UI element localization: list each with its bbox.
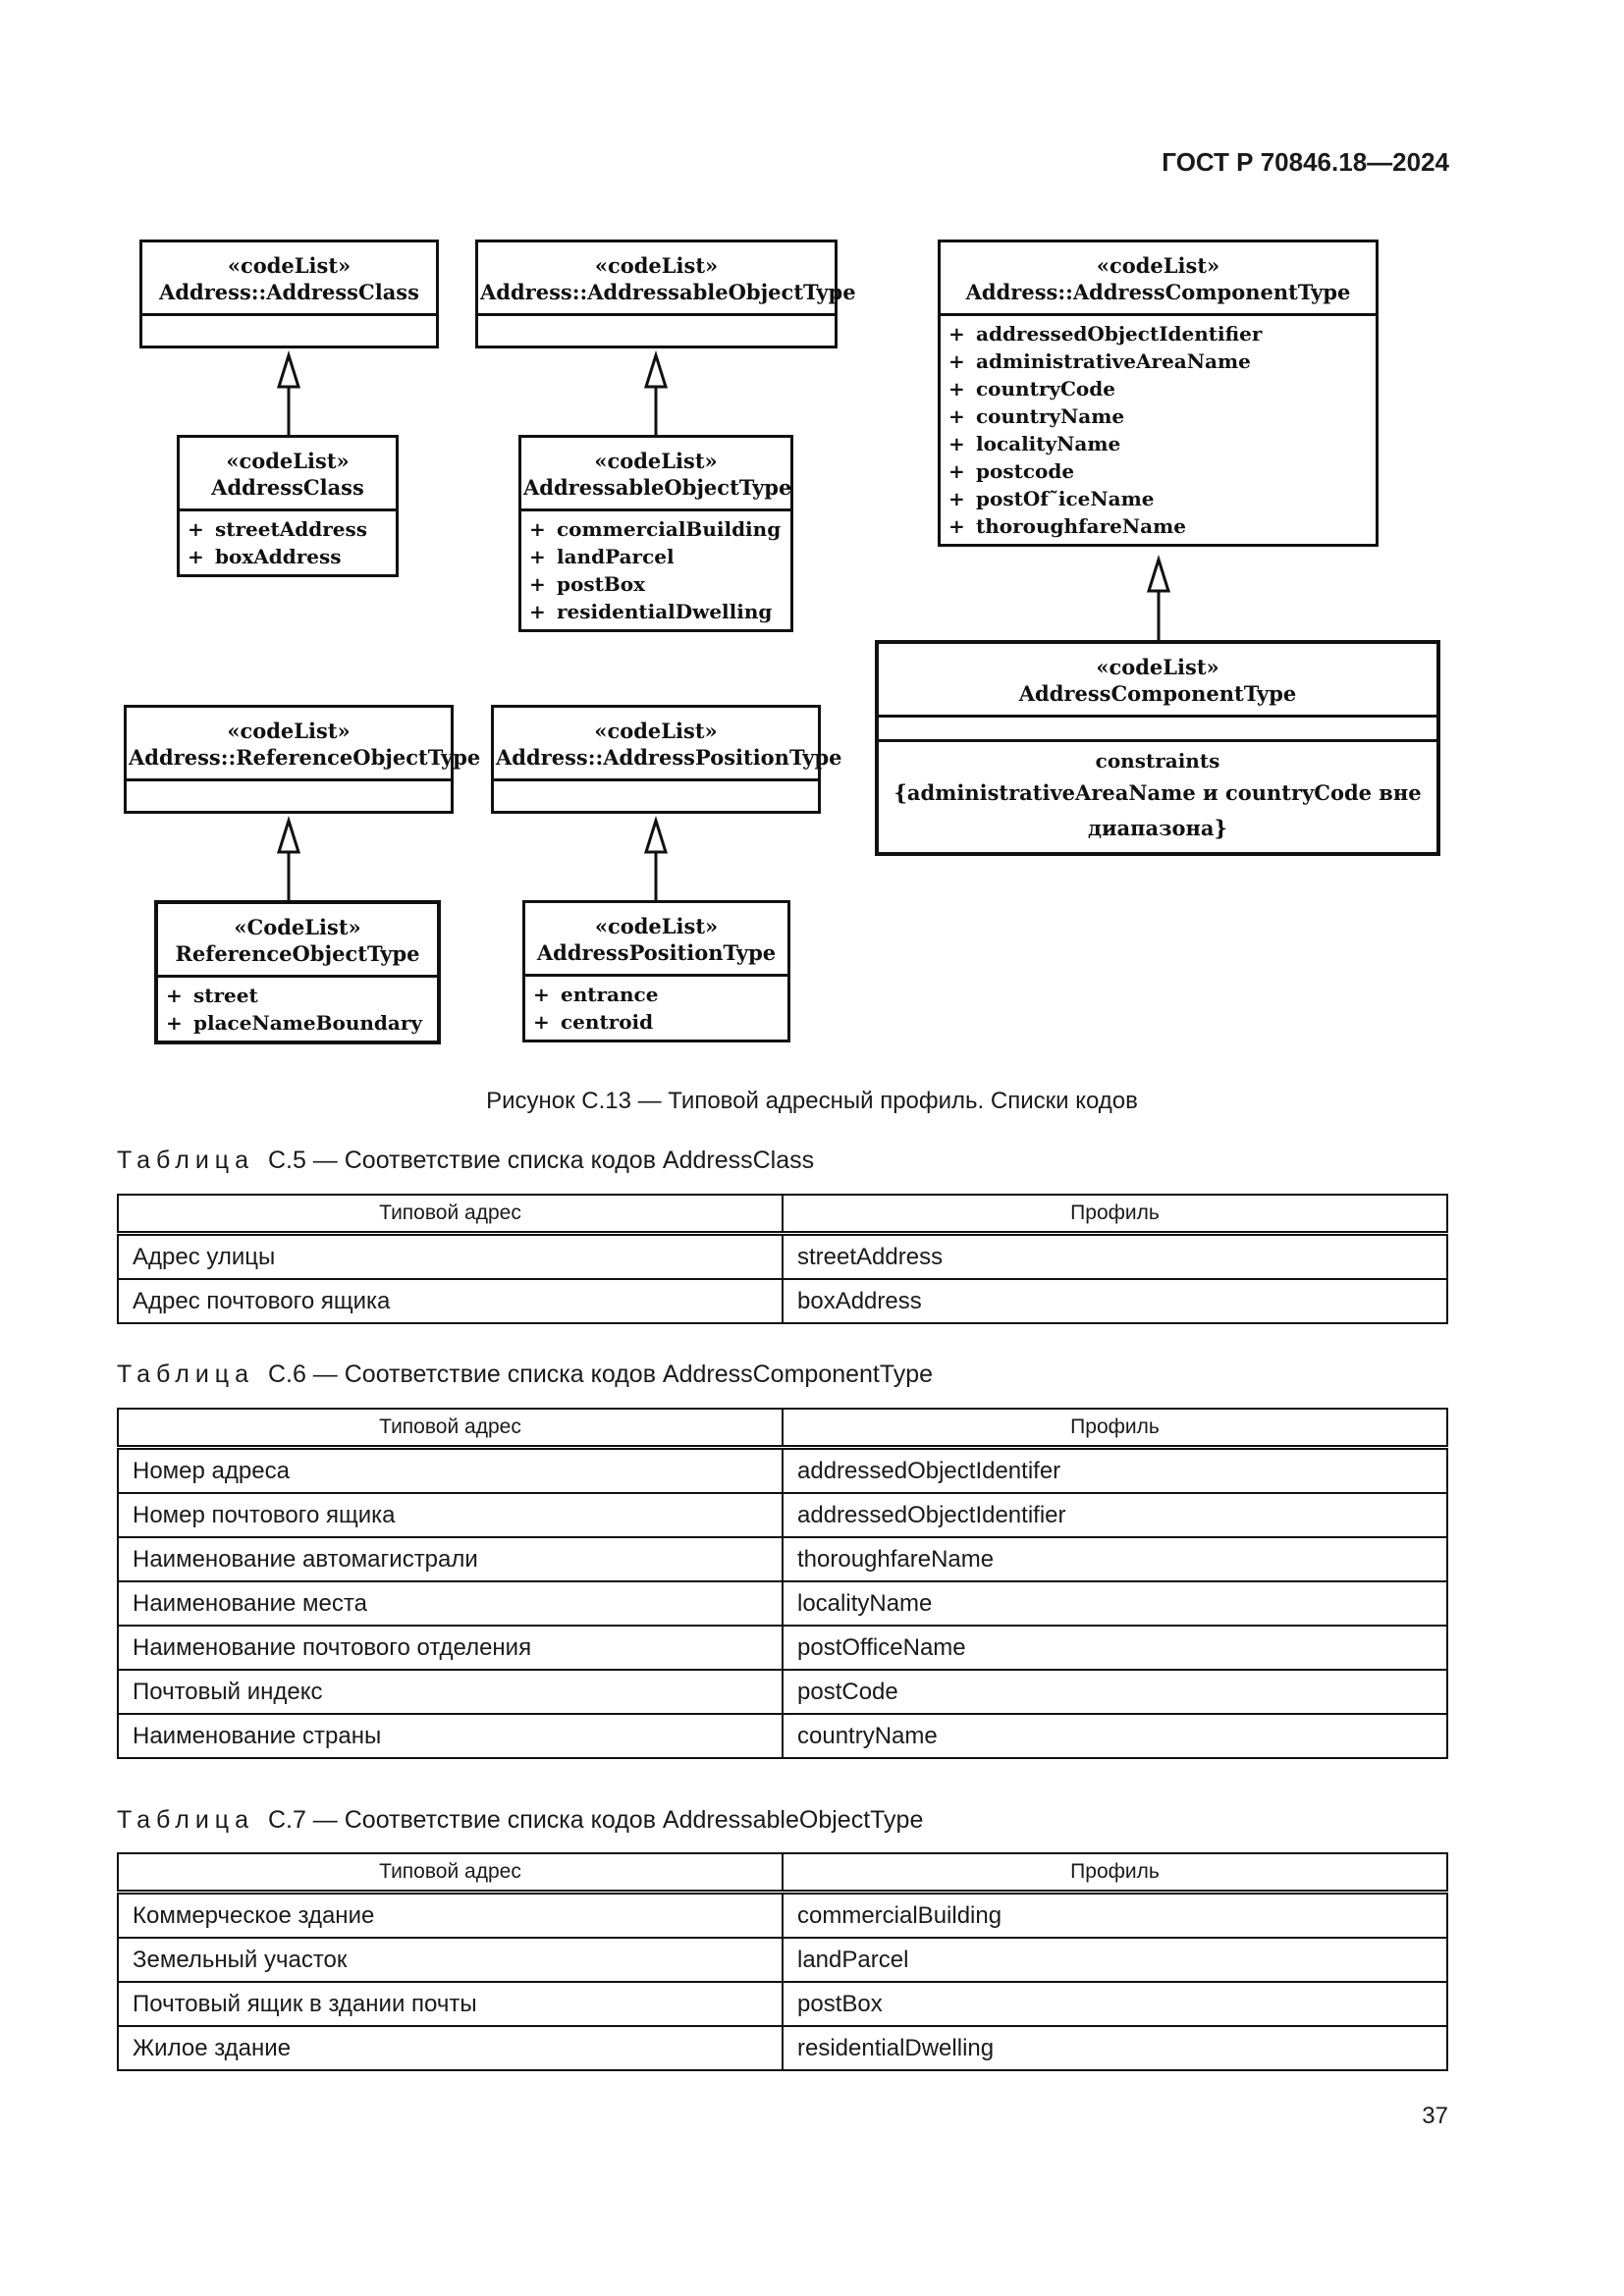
arrow-head-reference-object-type <box>279 821 298 852</box>
plus-sign: + <box>948 514 965 538</box>
attribute <box>948 320 1368 347</box>
table-row <box>118 1714 1447 1758</box>
table-cell: addressedObjectIdentifer <box>783 1448 1447 1494</box>
uml-diagram <box>0 0 1624 1080</box>
attribute <box>529 543 783 570</box>
uml-class-address-referenceobjecttype <box>124 705 481 814</box>
table-cell: postBox <box>783 1982 1447 2026</box>
document-header: ГОСТ Р 70846.18—2024 <box>1162 147 1449 177</box>
plus-sign: + <box>529 600 546 623</box>
uml-class-addressableobjecttype <box>518 435 793 632</box>
column-header: Типовой адрес <box>118 1409 783 1448</box>
column-header: Профиль <box>783 1195 1447 1234</box>
table-label: Таблица <box>117 1361 255 1388</box>
stereotype: «codeList» <box>594 253 719 278</box>
class-name: Address::AddressableObjectType <box>480 280 856 304</box>
table-row <box>118 1581 1447 1626</box>
plus-sign: + <box>948 322 965 346</box>
attribute-name: countryName <box>976 404 1125 428</box>
table-c7 <box>117 1852 1448 2071</box>
class-name: Address::AddressPositionType <box>496 745 842 770</box>
attribute-name: countryCode <box>976 377 1115 400</box>
attribute <box>948 402 1368 430</box>
table-c6 <box>117 1408 1448 1759</box>
table-title: С.7 — Соответствие списка кодов AddressableObjectType <box>267 1806 924 1834</box>
arrow-head-address-component-type <box>1149 560 1168 591</box>
table-row <box>118 1626 1447 1670</box>
class-name: AddressableObjectType <box>523 475 792 500</box>
table-cell: thoroughfareName <box>783 1537 1447 1581</box>
table-cell: residentialDwelling <box>783 2026 1447 2070</box>
table-cell: Адрес улицы <box>118 1234 783 1280</box>
table-row <box>118 2026 1447 2070</box>
class-name: AddressPositionType <box>536 940 777 965</box>
uml-class-address-addressableobjecttype <box>475 240 856 348</box>
attribute <box>188 515 388 543</box>
uml-class-referenceobjecttype <box>154 900 441 1044</box>
attribute-name: postBox <box>557 572 645 596</box>
attribute <box>533 1008 780 1036</box>
class-name: AddressComponentType <box>1018 681 1297 706</box>
attribute-name: localityName <box>976 432 1121 455</box>
column-header: Профиль <box>783 1853 1447 1893</box>
table-row <box>118 1279 1447 1323</box>
class-name: Address::ReferenceObjectType <box>129 745 481 770</box>
column-header: Типовой адрес <box>118 1853 783 1893</box>
table-label: Таблица <box>117 1806 255 1834</box>
table-title: С.5 — Соответствие списка кодов AddressClass <box>267 1147 815 1174</box>
plus-sign: + <box>188 545 204 568</box>
uml-class-address-addresscomponenttype <box>938 240 1379 547</box>
plus-sign: + <box>166 984 183 1007</box>
column-header: Типовой адрес <box>118 1195 783 1234</box>
constraint-text: {administrativeAreaName и countryCode вне <box>893 780 1422 805</box>
attribute <box>166 982 429 1009</box>
uml-class-addresscomponenttype <box>875 640 1440 856</box>
stereotype: «codeList» <box>226 449 350 473</box>
stereotype: «CodeList» <box>234 915 361 939</box>
plus-sign: + <box>948 487 965 510</box>
attribute <box>948 485 1368 512</box>
attribute <box>166 1009 429 1037</box>
stereotype: «codeList» <box>1096 253 1220 278</box>
plus-sign: + <box>948 404 965 428</box>
plus-sign: + <box>188 517 204 541</box>
plus-sign: + <box>948 349 965 373</box>
table-row <box>118 1670 1447 1714</box>
stereotype: «codeList» <box>594 719 718 743</box>
uml-class-address-addresspositiontype <box>491 705 842 814</box>
table-row <box>118 1448 1447 1494</box>
uml-class-addressclass <box>177 435 399 577</box>
attribute <box>529 598 783 625</box>
attribute-name: thoroughfareName <box>976 514 1187 538</box>
attribute-name: postcode <box>976 459 1075 483</box>
attribute <box>948 375 1368 402</box>
plus-sign: + <box>529 517 546 541</box>
table-cell: Наименование места <box>118 1581 783 1626</box>
table-cell: Наименование страны <box>118 1714 783 1758</box>
plus-sign: + <box>529 572 546 596</box>
table-header-row <box>118 1853 1447 1893</box>
plus-sign: + <box>166 1011 183 1035</box>
attribute-name: addressedObjectIdentifier <box>976 322 1263 346</box>
table-cell: localityName <box>783 1581 1447 1626</box>
attribute-name: placeNameBoundary <box>193 1011 422 1035</box>
arrow-head-address-position-type <box>646 821 666 852</box>
class-name: Address::AddressClass <box>159 280 419 304</box>
attribute <box>529 515 783 543</box>
stereotype: «codeList» <box>227 719 351 743</box>
table-cell: boxAddress <box>783 1279 1447 1323</box>
table-caption <box>117 1147 814 1175</box>
table-caption <box>117 1806 923 1835</box>
table-cell: Жилое здание <box>118 2026 783 2070</box>
page-number: 37 <box>1422 2103 1448 2129</box>
class-name: AddressClass <box>211 475 364 500</box>
table-row <box>118 1938 1447 1982</box>
table-cell: Коммерческое здание <box>118 1893 783 1939</box>
plus-sign: + <box>533 1010 550 1034</box>
attribute-name: centroid <box>561 1010 654 1034</box>
table-cell: countryName <box>783 1714 1447 1758</box>
attribute <box>948 457 1368 485</box>
table-cell: postCode <box>783 1670 1447 1714</box>
table-cell: Номер почтового ящика <box>118 1493 783 1537</box>
attribute-name: commercialBuilding <box>557 517 782 541</box>
attribute-name: boxAddress <box>215 545 342 568</box>
attribute <box>948 512 1368 540</box>
table-header-row <box>118 1409 1447 1448</box>
arrow-head-addressable-object-type <box>646 355 666 387</box>
attribute <box>948 430 1368 457</box>
attribute-name: landParcel <box>557 545 675 568</box>
attribute-name: residentialDwelling <box>557 600 773 623</box>
table-row <box>118 1537 1447 1581</box>
figure-caption: Рисунок С.13 — Типовой адресный профиль. Списки кодов <box>486 1088 1138 1114</box>
attribute-name: administrativeAreaName <box>976 349 1251 373</box>
table-cell: streetAddress <box>783 1234 1447 1280</box>
table-title: С.6 — Соответствие списка кодов AddressComponentType <box>267 1361 934 1388</box>
table-cell: Номер адреса <box>118 1448 783 1494</box>
table-row <box>118 1893 1447 1939</box>
class-name: ReferenceObjectType <box>175 941 420 966</box>
class-name: Address::AddressComponentType <box>965 280 1351 304</box>
attribute <box>533 981 780 1008</box>
uml-class-address-addressclass <box>139 240 439 348</box>
plus-sign: + <box>533 983 550 1006</box>
attribute <box>529 570 783 598</box>
table-cell: postOfficeName <box>783 1626 1447 1670</box>
arrow-head-address-class <box>279 355 298 387</box>
plus-sign: + <box>948 377 965 400</box>
stereotype: «codeList» <box>594 449 718 473</box>
table-cell: Адрес почтового ящика <box>118 1279 783 1323</box>
table-label: Таблица <box>117 1147 255 1174</box>
plus-sign: + <box>948 459 965 483</box>
constraints-label: constraints <box>1095 749 1220 773</box>
plus-sign: + <box>529 545 546 568</box>
constraint-text: диапазона} <box>1087 816 1228 840</box>
table-row <box>118 1234 1447 1280</box>
table-header-row <box>118 1195 1447 1234</box>
uml-class-addresspositiontype <box>522 900 790 1042</box>
stereotype: «codeList» <box>227 253 352 278</box>
attribute-name: postOf˜iceName <box>976 487 1155 510</box>
attribute <box>948 347 1368 375</box>
attribute-name: street <box>193 984 258 1007</box>
plus-sign: + <box>948 432 965 455</box>
table-cell: landParcel <box>783 1938 1447 1982</box>
table-cell: Наименование почтового отделения <box>118 1626 783 1670</box>
table-cell: Почтовый ящик в здании почты <box>118 1982 783 2026</box>
table-row <box>118 1493 1447 1537</box>
table-cell: addressedObjectIdentifier <box>783 1493 1447 1537</box>
attribute-name: entrance <box>561 983 659 1006</box>
attribute-name: streetAddress <box>215 517 367 541</box>
table-caption <box>117 1361 933 1389</box>
table-cell: Почтовый индекс <box>118 1670 783 1714</box>
table-cell: commercialBuilding <box>783 1893 1447 1939</box>
column-header: Профиль <box>783 1409 1447 1448</box>
table-row <box>118 1982 1447 2026</box>
table-c5 <box>117 1194 1448 1324</box>
stereotype: «codeList» <box>1096 655 1219 679</box>
stereotype: «codeList» <box>594 914 719 938</box>
table-cell: Земельный участок <box>118 1938 783 1982</box>
attribute <box>188 543 388 570</box>
table-cell: Наименование автомагистрали <box>118 1537 783 1581</box>
